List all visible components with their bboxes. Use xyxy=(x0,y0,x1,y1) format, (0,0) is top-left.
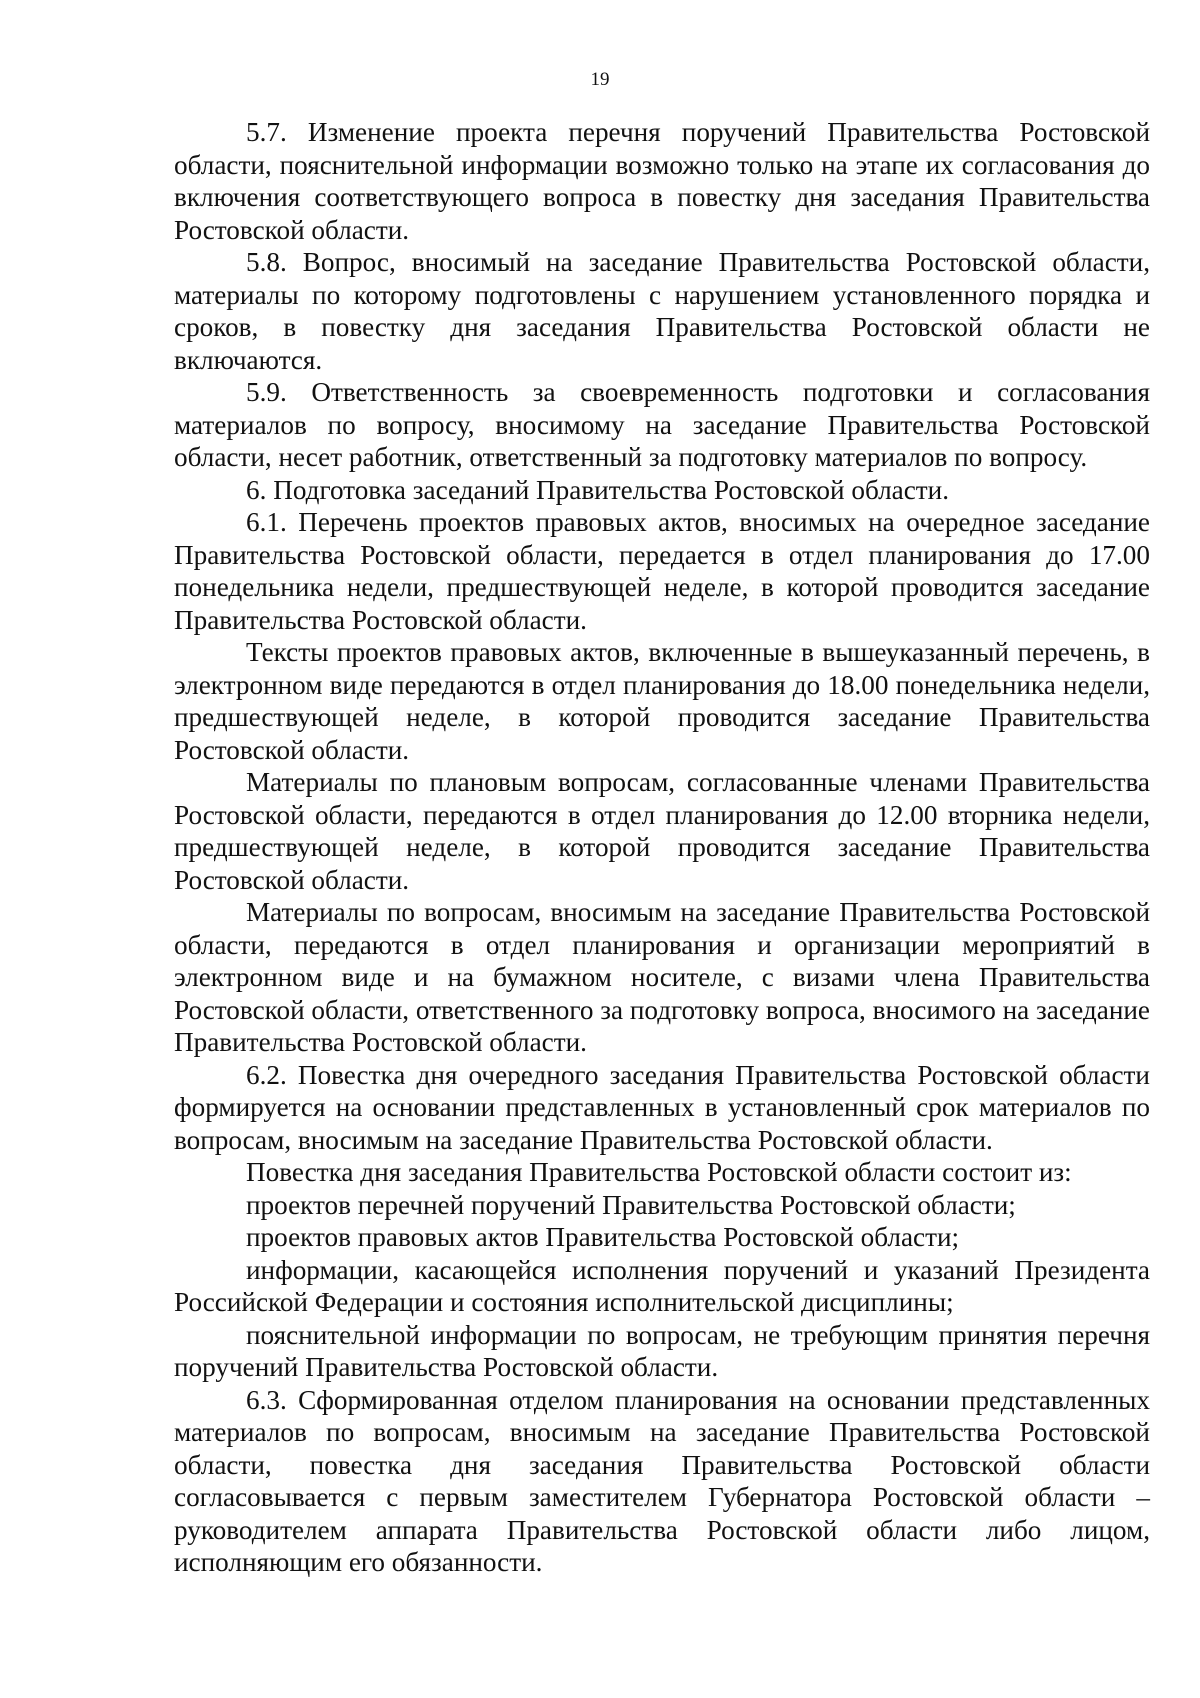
agenda-item-legal-acts: проектов правовых актов Правительства Ростовской области; xyxy=(246,1222,960,1252)
paragraph-6-2: 6.2. Повестка дня очередного заседания Правительства Ростовской области формируется на основании представленных в установленный срок материалов по вопросам, вносимым на заседание Правительства Ростовской области. xyxy=(174,1059,1150,1155)
paragraph-6-1-texts: Тексты проектов правовых актов, включенные в вышеуказанный перечень, в электронном виде передаются в отдел планирования до 18.00 понедельника недели, предшествующей неделе, в которой проводится заседание Правительства Ростовской области. xyxy=(174,637,1150,765)
paragraph-5-7: 5.7. Изменение проекта перечня поручений Правительства Ростовской области, пояснительной информации возможно только на этапе их согласования до включения соответствующего вопроса в повестку дня заседания Правительства Ростовской области. xyxy=(174,117,1150,245)
paragraph-6-1: 6.1. Перечень проектов правовых актов, вносимых на очередное заседание Правительства Ростовской области, передается в отдел планирования до 17.00 понедельника недели, предшествующей неделе, в которой проводится заседание Правительства Ростовской области. xyxy=(174,507,1150,635)
paragraph-6-3: 6.3. Сформированная отделом планирования на основании представленных материалов по вопросам, вносимым на заседание Правительства Ростовской области, повестка дня заседания Правительства Ростовской области согласовывается с первым заместителем Губернатора Ростовской области – руководителем аппарата Правительства Ростовской области либо лицом, исполняющим его обязанности. xyxy=(174,1384,1150,1577)
section-6-heading: 6. Подготовка заседаний Правительства Ростовской области. xyxy=(246,474,950,505)
paragraph-6-1-planned-materials: Материалы по плановым вопросам, согласованные членами Правительства Ростовской области, передаются в отдел планирования до 12.00 вторника недели, предшествующей неделе, в которой проводится заседание Правительства Ростовской области. xyxy=(174,767,1150,895)
document-body xyxy=(174,116,1150,1579)
paragraph-5-9: 5.9. Ответственность за своевременность подготовки и согласования материалов по вопросу, вносимому на заседание Правительства Ростовской области, несет работник, ответственный за подготовку материалов по вопросу. xyxy=(174,377,1150,472)
agenda-item-explanatory-info: пояснительной информации по вопросам, не требующим принятия перечня поручений Правительства Ростовской области. xyxy=(174,1319,1150,1382)
paragraph-5-8: 5.8. Вопрос, вносимый на заседание Правительства Ростовской области, материалы по которому подготовлены с нарушением установленного порядка и сроков, в повестку дня заседания Правительства Ростовской области не включаются. xyxy=(174,247,1150,375)
agenda-item-instruction-lists: проектов перечней поручений Правительства Ростовской области; xyxy=(246,1189,1016,1220)
page-number: 19 xyxy=(590,69,610,90)
paragraph-6-1-materials: Материалы по вопросам, вносимым на заседание Правительства Ростовской области, передаются в отдел планирования и организации мероприятий в электронном виде и на бумажном носителе, с визами члена Правительства Ростовской области, ответственного за подготовку вопроса, вносимого на заседание Правительства Ростовской области. xyxy=(174,897,1150,1057)
agenda-composition-intro: Повестка дня заседания Правительства Ростовской области состоит из: xyxy=(246,1157,1072,1187)
agenda-item-execution-info: информации, касающейся исполнения поручений и указаний Президента Российской Федерации и состояния исполнительской дисциплины; xyxy=(174,1254,1150,1317)
